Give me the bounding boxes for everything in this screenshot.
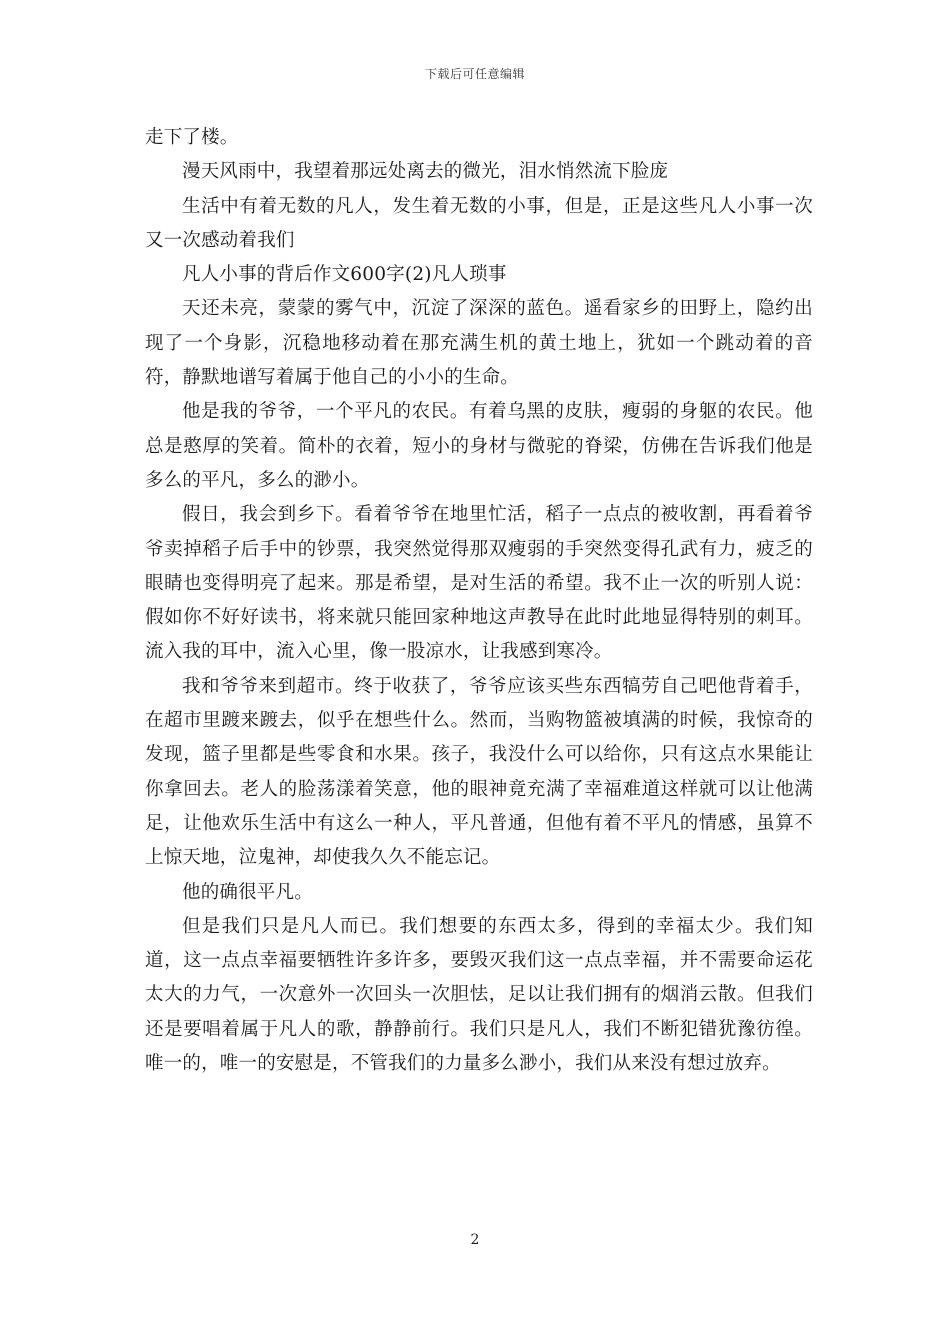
document-body [145,121,813,1081]
paragraph-5: 天还未亮，蒙蒙的雾气中，沉淀了深深的蓝色。遥看家乡的田野上，隐约出现了一个身影，沉稳地移动着在那充满生机的黄土地上，犹如一个跳动着的音符，静默地谱写着属于他自己的小小的生命。 [145,298,813,389]
paragraph-8: 我和爷爷来到超市。终于收获了，爷爷应该买些东西犒劳自己吧他背着手，在超市里踱来踱去，似乎在想些什么。然而，当购物篮被填满的时候，我惊奇的发现，篮子里都是些零食和水果。孩子，我没什么可以给你，只有这点水果能让你拿回去。老人的脸荡漾着笑意，他的眼神竟充满了幸福难道这样就可以让他满足，让他欢乐生活中有这么一种人，平凡普通，但他有着不平凡的情感，虽算不上惊天地，泣鬼神，却使我久久不能忘记。 [145,675,813,869]
paragraph-1: 走下了楼。 [145,127,239,148]
paragraph-2: 漫天风雨中，我望着那远处离去的微光，泪水悄然流下脸庞 [182,161,669,183]
paragraph-10: 但是我们只是凡人而已。我们想要的东西太多，得到的幸福太少。我们知道，这一点点幸福要牺牲许多许多，要毁灭我们这一点点幸福，并不需要命运花太大的力气，一次意外一次回头一次胆怯，足以让我们拥有的烟消云散。但我们还是要唱着属于凡人的歌，静静前行。我们只是凡人，我们不断犯错犹豫彷徨。唯一的，唯一的安慰是，不管我们的力量多么渺小，我们从来没有想过放弃。 [145,915,813,1075]
paragraph-7: 假日，我会到乡下。看着爷爷在地里忙活，稻子一点点的被收割，再看着爷爷卖掉稻子后手中的钞票，我突然觉得那双瘦弱的手突然变得孔武有力，疲乏的眼睛也变得明亮了起来。那是希望，是对生活的希望。我不止一次的听别人说：假如你不好好读书，将来就只能回家种地这声教导在此时此地显得特别的刺耳。流入我的耳中，流入心里，像一股凉水，让我感到寒冷。 [145,504,813,663]
paragraph-9: 他的确很平凡。 [182,881,313,903]
paragraph-6: 他是我的爷爷，一个平凡的农民。有着乌黑的皮肤，瘦弱的身躯的农民。他总是憨厚的笑着。简朴的衣着，短小的身材与微驼的脊梁，仿佛在告诉我们他是多么的平凡，多么的渺小。 [145,401,813,491]
section-title: 凡人小事的背后作文600字(2)凡人琐事 [182,264,507,286]
page-header: 下载后可任意编辑 [424,67,525,81]
paragraph-3: 生活中有着无数的凡人，发生着无数的小事，但是，正是这些凡人小事一次又一次感动着我们 [145,195,813,251]
page-number: 2 [470,1232,480,1248]
